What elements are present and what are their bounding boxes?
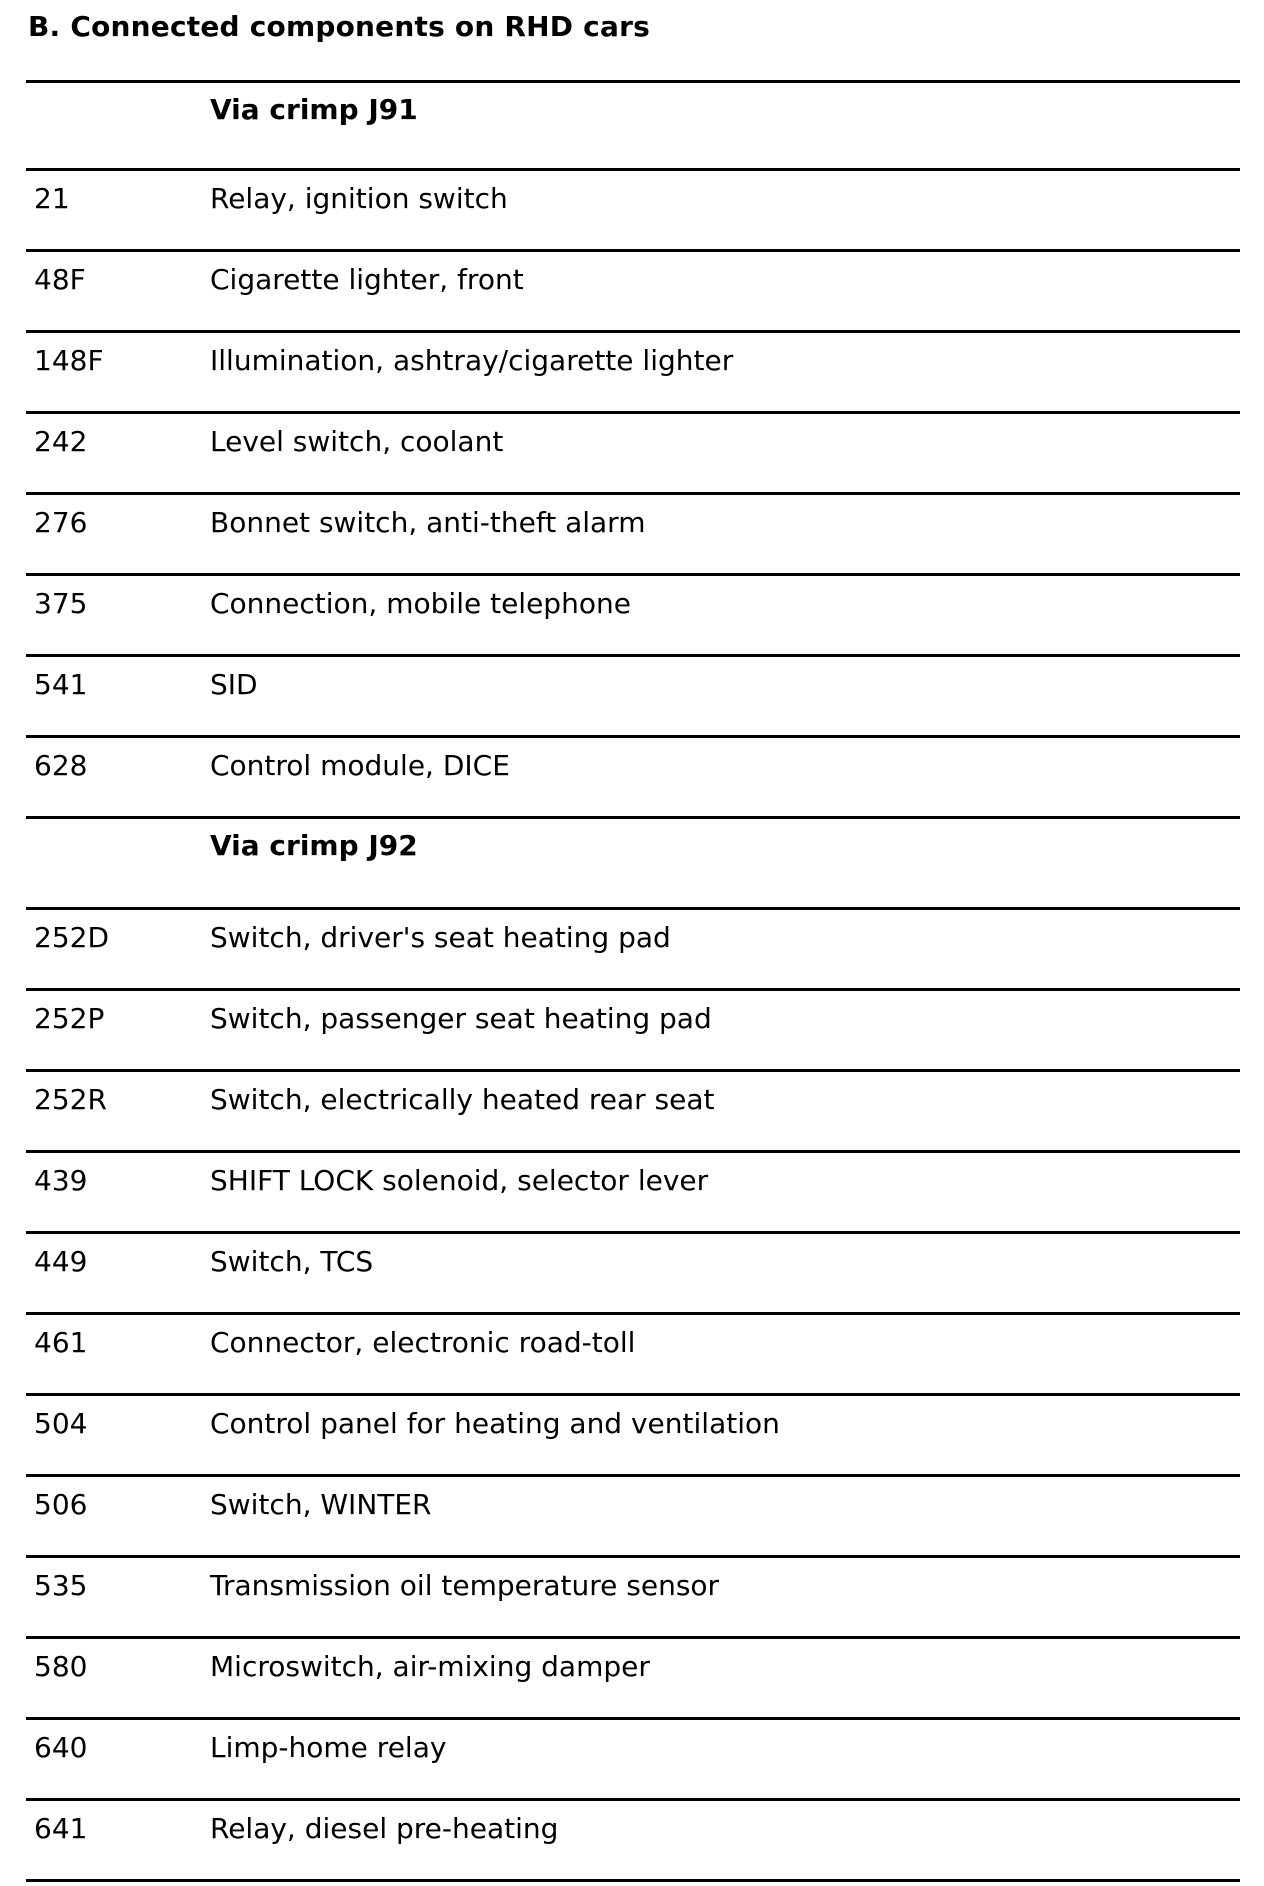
component-code: 375: [34, 587, 88, 620]
component-code: 252D: [34, 921, 110, 954]
component-description: Switch, passenger seat heating pad: [210, 1002, 712, 1035]
component-description: SID: [210, 668, 258, 701]
component-code: 641: [34, 1812, 88, 1845]
component-code: 535: [34, 1569, 88, 1602]
table-row: [26, 654, 1240, 735]
component-description: SHIFT LOCK solenoid, selector lever: [210, 1164, 709, 1197]
component-code: 252P: [34, 1002, 105, 1035]
component-code: 580: [34, 1650, 88, 1683]
component-code: 48F: [34, 263, 86, 296]
component-description: Relay, ignition switch: [210, 182, 508, 215]
table-row: [26, 907, 1240, 988]
table-row: [26, 1555, 1240, 1636]
component-description: Transmission oil temperature sensor: [210, 1569, 720, 1602]
table-row: [26, 573, 1240, 654]
component-description: Bonnet switch, anti-theft alarm: [210, 506, 646, 539]
table-row: [26, 1717, 1240, 1798]
table-row: [26, 168, 1240, 249]
component-description: Level switch, coolant: [210, 425, 504, 458]
component-description: Control module, DICE: [210, 749, 510, 782]
component-description: Connector, electronic road-toll: [210, 1326, 636, 1359]
component-code: 252R: [34, 1083, 107, 1116]
table-row: [26, 330, 1240, 411]
section-heading-row: [26, 816, 1240, 907]
section-heading: Via crimp J92: [210, 829, 418, 862]
table-row: [26, 1069, 1240, 1150]
component-description: Limp-home relay: [210, 1731, 447, 1764]
component-code: 21: [34, 182, 70, 215]
component-description: Switch, driver's seat heating pad: [210, 921, 671, 954]
component-description: Connection, mobile telephone: [210, 587, 631, 620]
component-description: Control panel for heating and ventilation: [210, 1407, 780, 1440]
page-title: B. Connected components on RHD cars: [28, 10, 650, 43]
component-description: Switch, WINTER: [210, 1488, 432, 1521]
component-code: 242: [34, 425, 88, 458]
component-description: Switch, electrically heated rear seat: [210, 1083, 715, 1116]
component-description: Illumination, ashtray/cigarette lighter: [210, 344, 734, 377]
table-row: [26, 1636, 1240, 1717]
component-code: 276: [34, 506, 88, 539]
component-code: 628: [34, 749, 88, 782]
component-code: 461: [34, 1326, 88, 1359]
table-row: [26, 1798, 1240, 1879]
table-row: [26, 411, 1240, 492]
component-code: 148F: [34, 344, 104, 377]
table-row: [26, 492, 1240, 573]
component-code: 439: [34, 1164, 88, 1197]
table-row: [26, 1474, 1240, 1555]
table-row: [26, 249, 1240, 330]
table-row: [26, 735, 1240, 816]
component-description: Switch, TCS: [210, 1245, 374, 1278]
table-row: [26, 988, 1240, 1069]
section-heading: Via crimp J91: [210, 93, 418, 126]
table-row: [26, 1231, 1240, 1312]
component-code: 541: [34, 668, 88, 701]
component-description: Microswitch, air-mixing damper: [210, 1650, 650, 1683]
component-description: Cigarette lighter, front: [210, 263, 524, 296]
component-code: 640: [34, 1731, 88, 1764]
components-table: [26, 80, 1240, 1882]
component-code: 506: [34, 1488, 88, 1521]
table-row: [26, 1393, 1240, 1474]
table-row: [26, 1150, 1240, 1231]
table-row: [26, 1312, 1240, 1393]
component-code: 504: [34, 1407, 88, 1440]
component-description: Relay, diesel pre-heating: [210, 1812, 559, 1845]
section-heading-row: [26, 80, 1240, 168]
component-code: 449: [34, 1245, 88, 1278]
table-bottom-rule: [26, 1879, 1240, 1882]
